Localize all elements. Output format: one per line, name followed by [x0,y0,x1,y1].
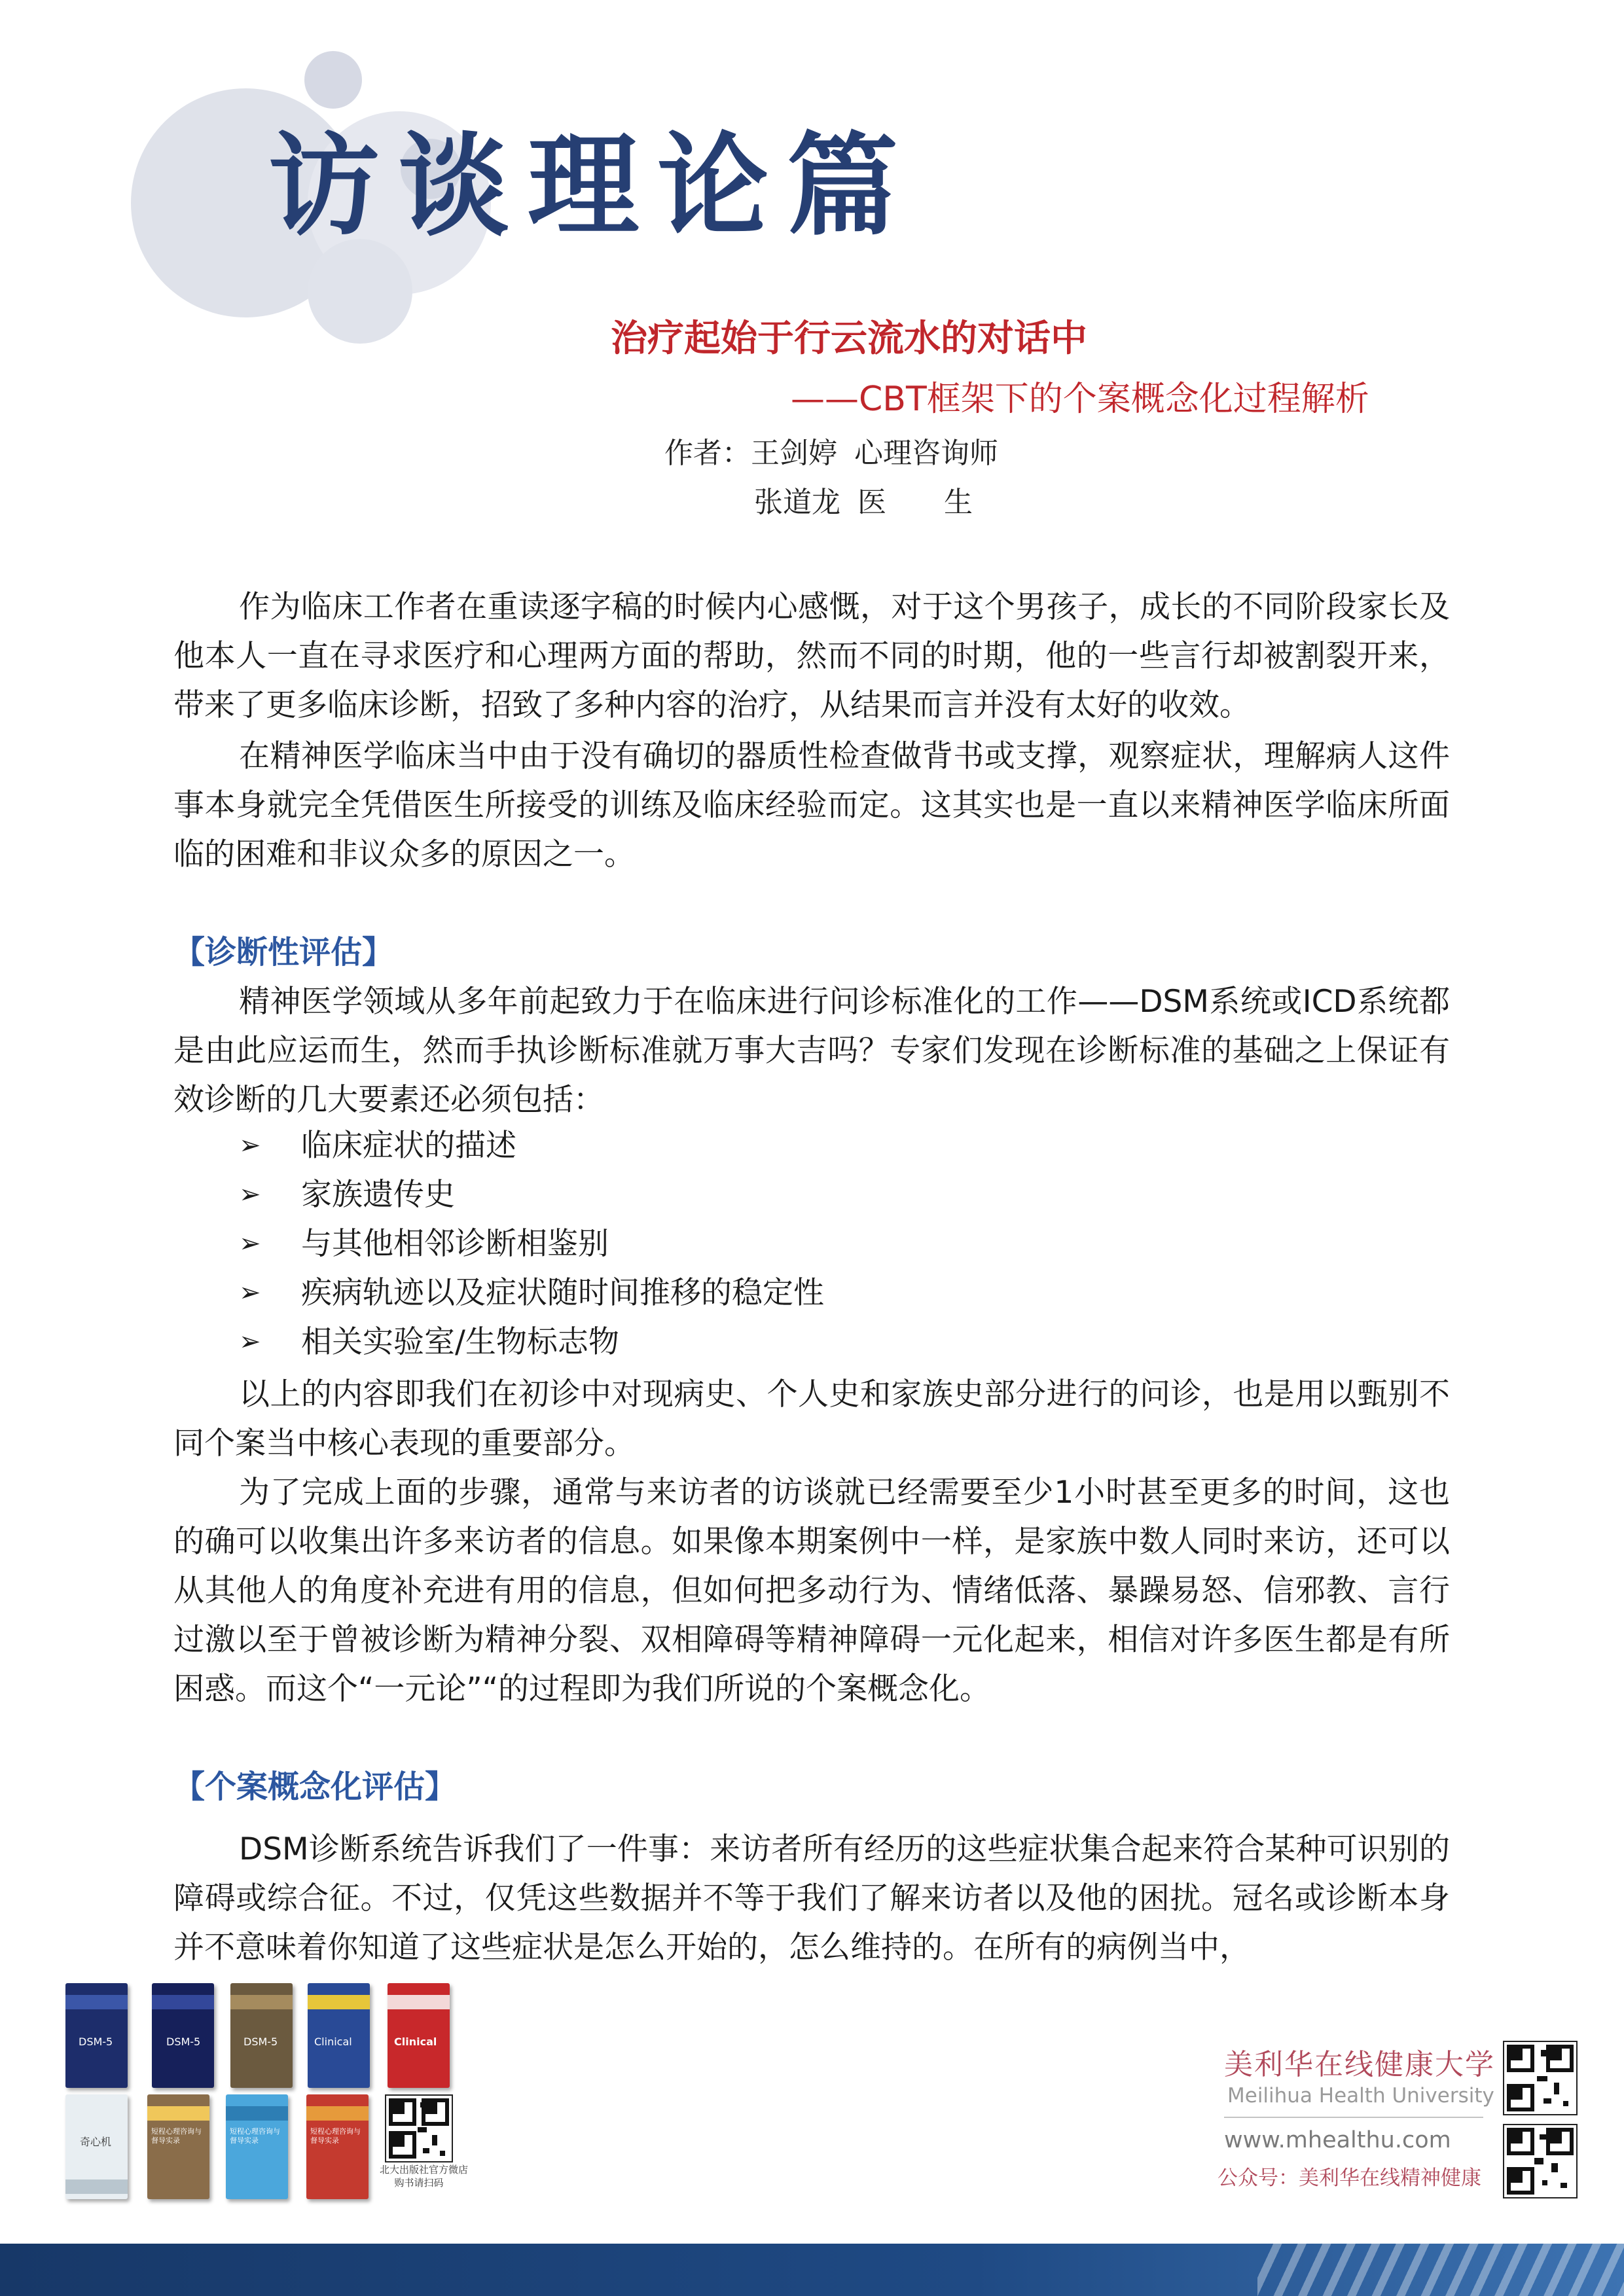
arrow-bullet-icon: ➢ [239,1130,261,1160]
book-cover[interactable]: 短程心理咨询与督导实录 [226,2094,288,2199]
book-cover[interactable]: DSM-5 [152,1983,214,2088]
bookshop-qr-code[interactable] [385,2094,453,2162]
list-item: ➢ 疾病轨迹以及症状随时间推移的稳定性 [239,1268,824,1318]
diagnostic-after-paragraph-2: 为了完成上面的步骤，通常与来访者的访谈就已经需要至少1小时甚至更多的时间，这也的确可以收集出许多来访者的信息。如果像本期案例中一样，是家族中数人同时来访，还可以从其他人的角度补充进有用的信息，但如何把多动行为、情绪低落、暴躁易怒、信邪教、言行过激以至于曾被诊断为精神分裂、双相障碍等精神障碍一元化起来，相信对许多医生都是有所困惑。而这个“一元论”“的过程即为我们所说的个案概念化。 [173,1475,1450,1707]
author-line-2 [754,480,973,526]
article-title: 治疗起始于行云流水的对话中 [611,317,1087,360]
case-conceptualization-paragraph: DSM诊断系统告诉我们了一件事：来访者所有经历的这些症状集合起来符合某种可识别的障碍或综合征。不过，仅凭这些数据并不等于我们了解来访者以及他的困扰。冠名或诊断本身并不意味着你知道了这些症状是怎么开始的，怎么维持的。在所有的病例当中， [173,1831,1450,1965]
book-cover[interactable]: 奇心机 [65,2094,128,2199]
section-title: 访谈理论篇 [268,122,917,251]
footer-stripes-decor [1257,2244,1624,2296]
wechat-qr-code[interactable] [1503,2124,1578,2198]
list-item: ➢ 与其他相邻诊断相鉴别 [239,1219,824,1268]
wechat-account: 公众号：美利华在线精神健康 [1218,2166,1481,2190]
diagnostic-factor-list [239,1121,824,1367]
list-item: ➢ 临床症状的描述 [239,1121,824,1170]
diagnostic-after-paragraph-1: 以上的内容即我们在初诊中对现病史、个人史和家族史部分进行的问诊，也是用以甄别不同个案当中核心表现的重要部分。 [173,1376,1450,1462]
intro-paragraph-1: 作为临床工作者在重读逐字稿的时候内心感慨，对于这个男孩子，成长的不同阶段家长及他本人一直在寻求医疗和心理两方面的帮助，然而不同的时期，他的一些言行却被割裂开来，带来了更多临床诊断，招致了多种内容的治疗，从结果而言并没有太好的收效。 [173,589,1450,723]
university-name-cn: 美利华在线健康大学 [1224,2048,1495,2081]
section-heading-case-conceptualization: 【个案概念化评估】 [173,1768,457,1805]
section-heading-diagnostic: 【诊断性评估】 [173,934,394,971]
list-item: ➢ 家族遗传史 [239,1170,824,1219]
decor-bubble-bottom [308,239,412,344]
article-subtitle: ——CBT框架下的个案概念化过程解析 [791,380,1369,419]
arrow-bullet-icon: ➢ [239,1179,261,1210]
author-name: 王剑婷 [751,437,837,470]
arrow-bullet-icon: ➢ [239,1327,261,1357]
author-name: 张道龙 [754,486,840,519]
arrow-bullet-icon: ➢ [239,1278,261,1308]
book-cover[interactable]: Clinical [308,1983,370,2088]
book-cover[interactable]: DSM-5 [65,1983,128,2088]
footer-divider [1224,2117,1483,2118]
book-cover[interactable]: 短程心理咨询与督导实录 [147,2094,209,2199]
university-qr-code[interactable] [1503,2041,1578,2115]
website-link[interactable]: www.mhealthu.com [1224,2127,1451,2153]
bookshop-caption: 北大出版社官方微店 购书请扫码 [380,2164,469,2189]
author-role: 心理咨询师 [854,437,998,470]
arrow-bullet-icon: ➢ [239,1229,261,1259]
university-name-en: Meilihua Health University [1227,2084,1494,2108]
diagnostic-lead-paragraph: 精神医学领域从多年前起致力于在临床进行问诊标准化的工作——DSM系统或ICD系统都是由此应运而生，然而手执诊断标准就万事大吉吗？专家们发现在诊断标准的基础之上保证有效诊断的几大要素还必须包括： [173,984,1450,1118]
author-prefix: 作者： [664,437,751,470]
intro-paragraph-2: 在精神医学临床当中由于没有确切的器质性检查做背书或支撑，观察症状，理解病人这件事本身就完全凭借医生所接受的训练及临床经验而定。这其实也是一直以来精神医学临床所面临的困难和非议众多的原因之一。 [173,738,1450,872]
author-role: 医 生 [857,486,973,519]
book-cover[interactable]: Clinical [388,1983,450,2088]
list-item: ➢ 相关实验室/生物标志物 [239,1318,824,1367]
book-cover[interactable]: DSM-5 [230,1983,293,2088]
book-cover[interactable]: 短程心理咨询与督导实录 [306,2094,369,2199]
decor-bubble-top [304,51,362,109]
author-line-1 [664,431,998,476]
